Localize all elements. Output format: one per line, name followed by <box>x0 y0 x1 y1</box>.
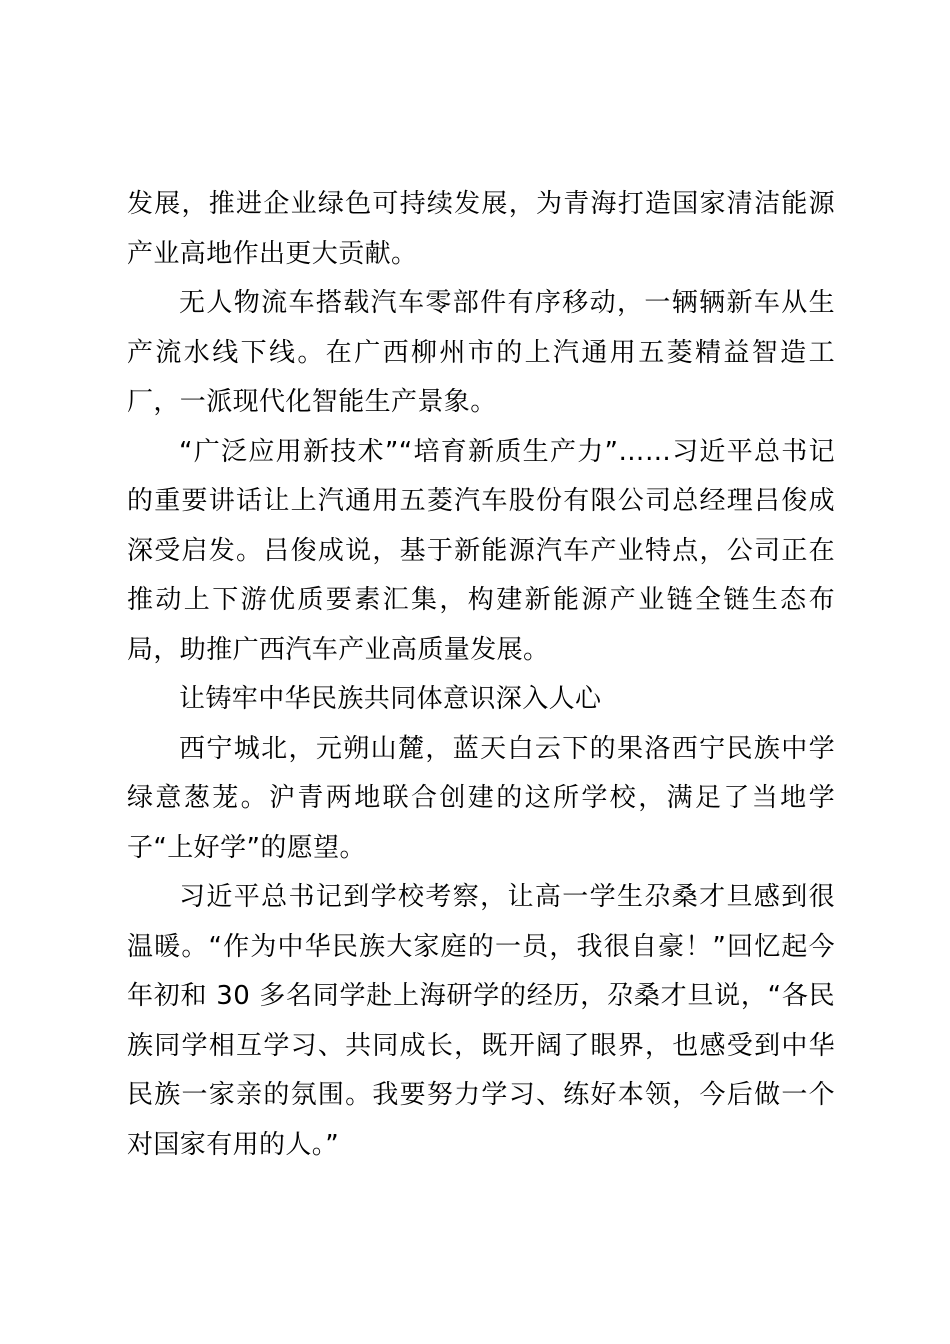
paragraph-student-quote: 习近平总书记到学校考察，让高一学生尕桑才旦感到很温暖。“作为中华民族大家庭的一员，我很自豪！”回忆起今年初和 30 多名同学赴上海研学的经历，尕桑才旦说，“各民族同学相互学习、共同成长，既开阔了眼界，也感受到中华民族一家亲的氛围。我要努力学习、练好本领，今后做一个对国家有用的人。” <box>127 882 835 1160</box>
paragraph-continuation: 发展，推进企业绿色可持续发展，为青海打造国家清洁能源产业高地作出更大贡献。 <box>127 189 835 269</box>
paragraph-logistics: 无人物流车搭载汽车零部件有序移动，一辆辆新车从生产流水线下线。在广西柳州市的上汽通用五菱精益智造工厂，一派现代化智能生产景象。 <box>127 288 835 417</box>
paragraph-new-technology: “广泛应用新技术”“培育新质生产力”……习近平总书记的重要讲话让上汽通用五菱汽车股份有限公司总经理吕俊成深受启发。吕俊成说，基于新能源汽车产业特点，公司正在推动上下游优质要素汇集，构建新能源产业链全链生态布局，助推广西汽车产业高质量发展。 <box>127 436 835 665</box>
paragraph-xining-school: 西宁城北，元朔山麓，蓝天白云下的果洛西宁民族中学绿意葱茏。沪青两地联合创建的这所学校，满足了当地学子“上好学”的愿望。 <box>127 733 835 863</box>
section-subheading: 让铸牢中华民族共同体意识深入人心 <box>179 684 602 714</box>
article-body <box>127 180 835 1170</box>
